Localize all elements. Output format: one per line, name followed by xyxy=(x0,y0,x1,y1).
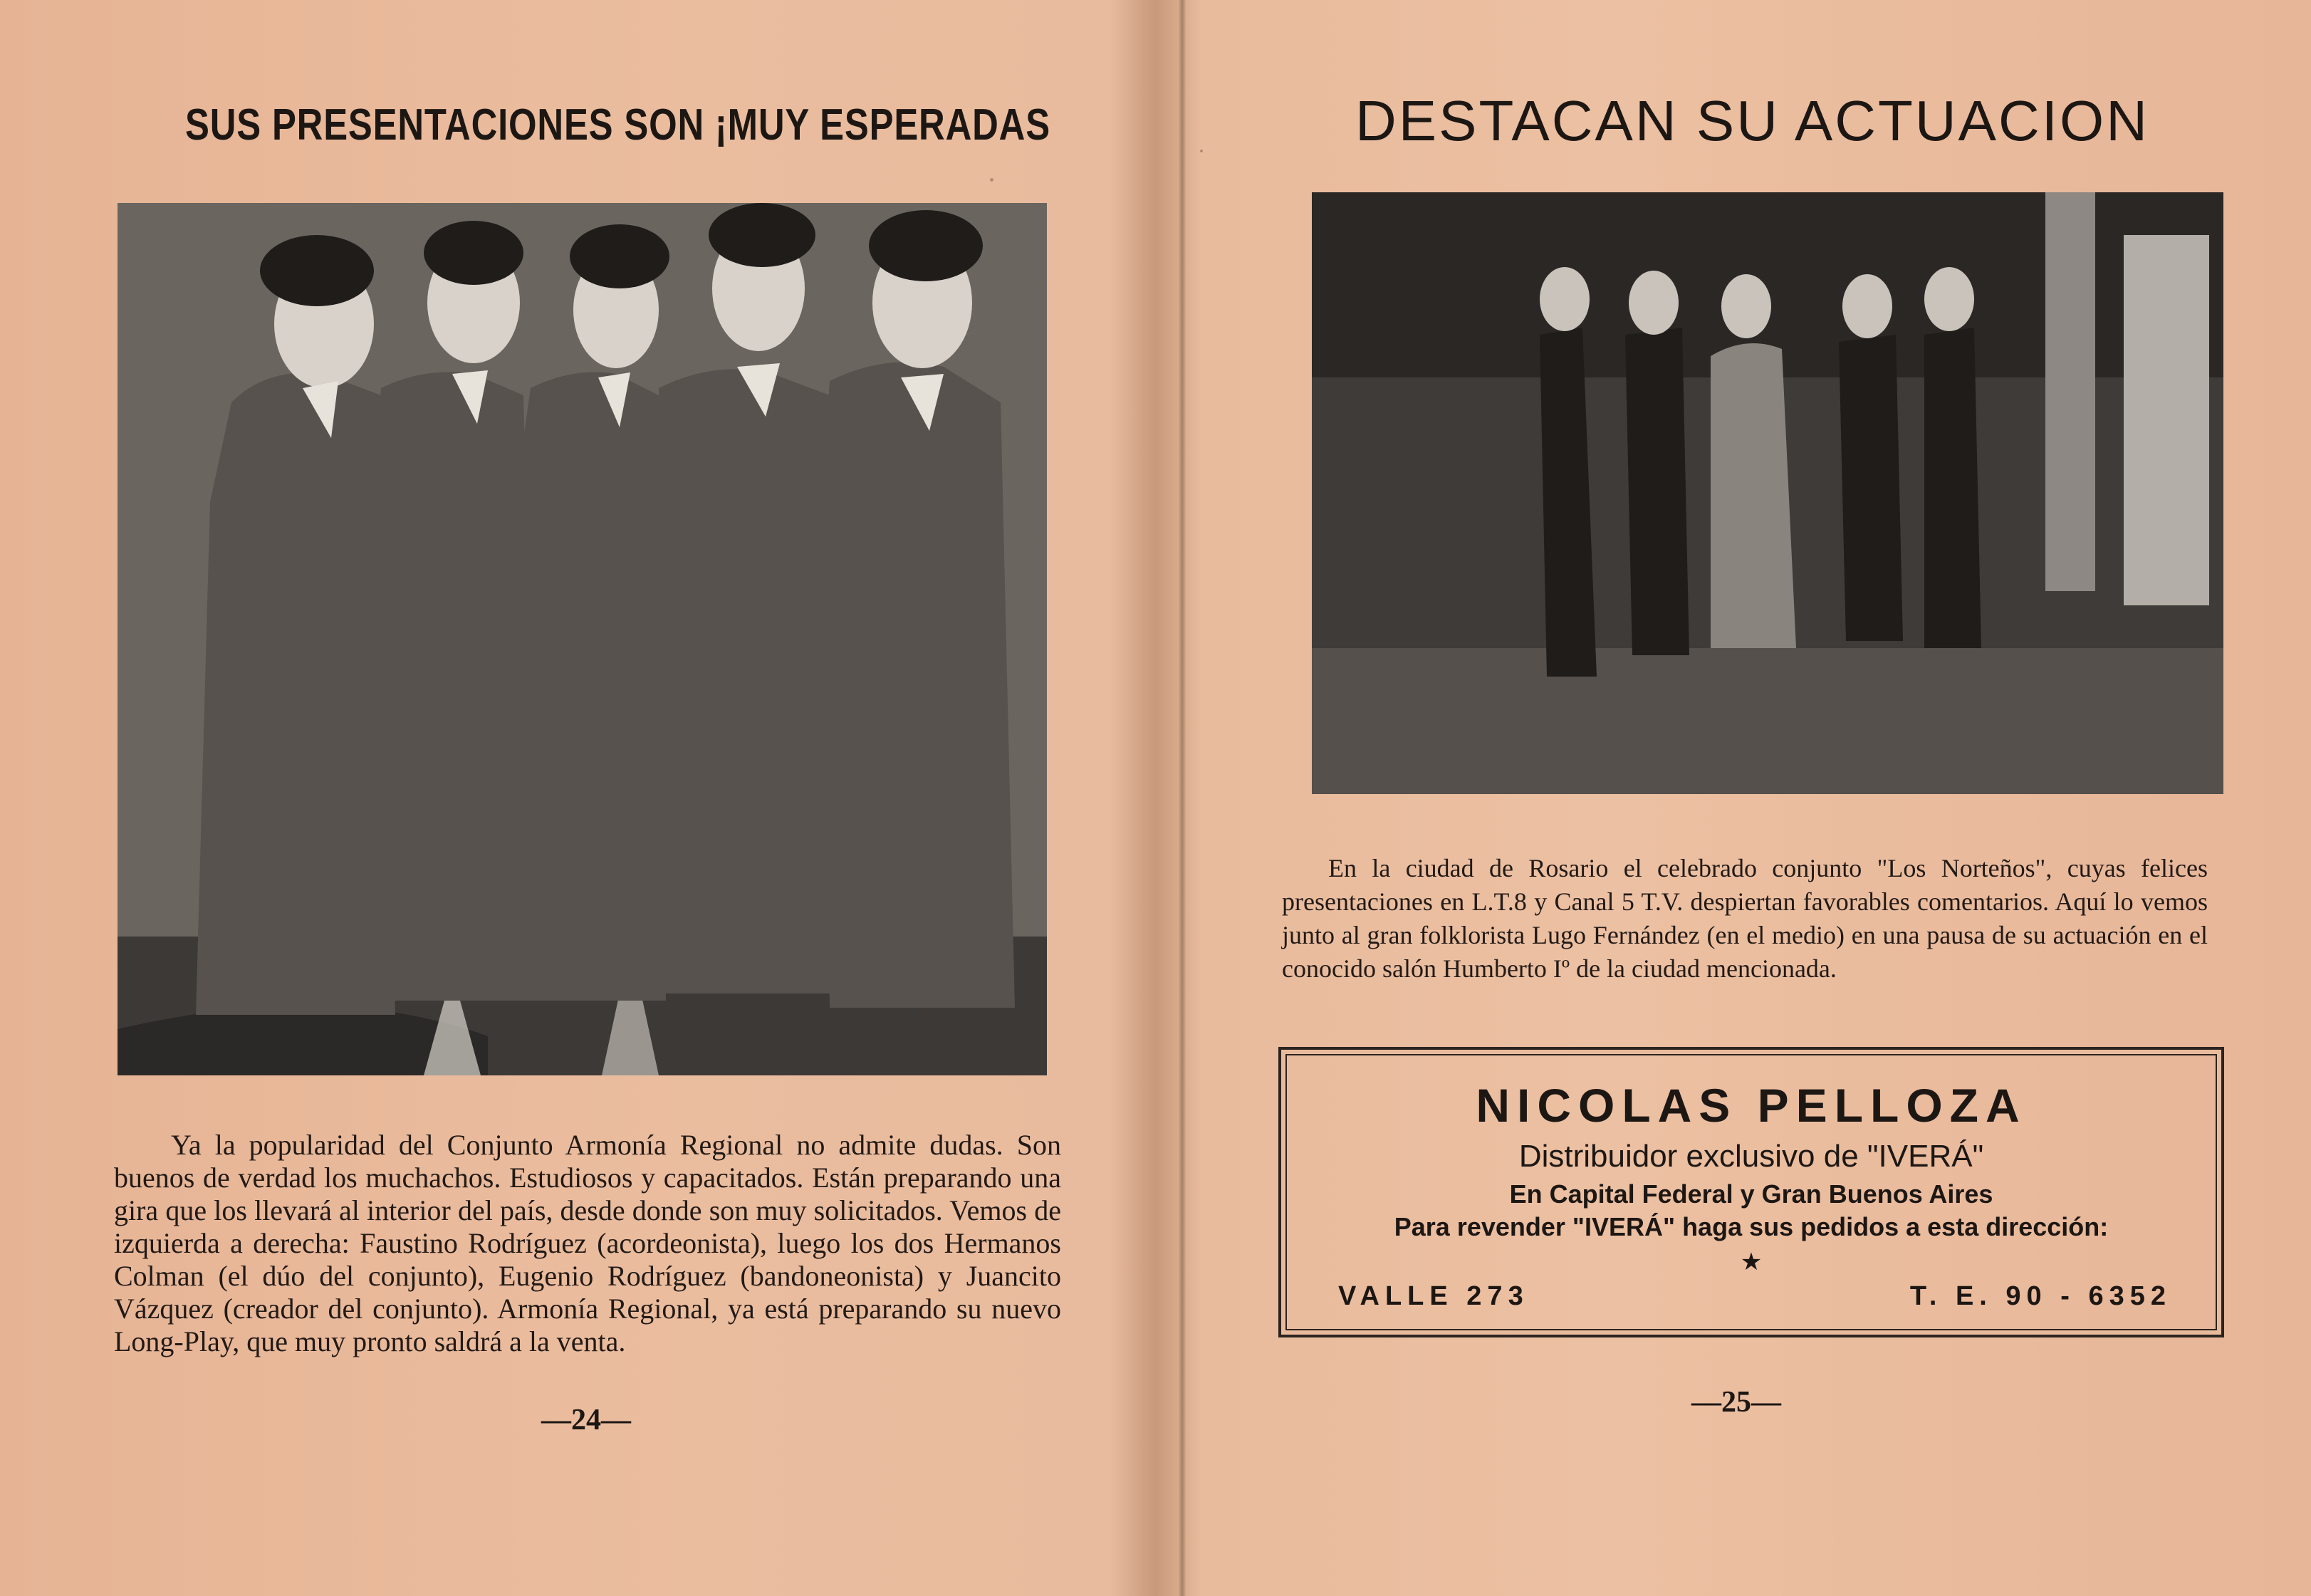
group-photo-armonia-regional xyxy=(118,203,1047,1075)
page-25-caption: En la ciudad de Rosario el celebrado conjunto "Los Norteños", cuyas felices presentaciones en L.T.8 y Canal 5 T.V. despiertan favorables comentarios. Aquí lo vemos junto al gran folklorista Lugo Fernández (en el medio) en una pausa de su actuación en el conocido salón Humberto Iº de la ciudad mencionada. xyxy=(1282,854,2208,983)
page-24-headline: SUS PRESENTACIONES SON ¡MUY ESPERADAS xyxy=(185,100,1050,150)
page-25-headline: DESTACAN SU ACTUACION xyxy=(1355,89,2149,152)
star-icon: ★ xyxy=(1740,1248,1763,1276)
page-number-25: —25— xyxy=(1691,1386,1781,1419)
paper-speck xyxy=(1200,150,1203,152)
ad-address: VALLE 273 xyxy=(1338,1281,1529,1311)
page-25 xyxy=(1186,0,2311,1596)
ad-phone: T. E. 90 - 6352 xyxy=(1909,1281,2171,1311)
book-gutter xyxy=(1179,0,1186,1596)
ad-order-line: Para revender "IVERÁ" haga sus pedidos a esta dirección: xyxy=(1394,1212,2109,1241)
ad-region-line: En Capital Federal y Gran Buenos Aires xyxy=(1509,1179,1993,1209)
paper-speck xyxy=(990,178,993,182)
ad-business-name: NICOLAS PELLOZA xyxy=(1476,1079,2027,1132)
advertisement-box xyxy=(1278,1047,2224,1337)
page-24-caption: Ya la popularidad del Conjunto Armonía Regional no admite dudas. Son buenos de verdad los muchachos. Estudiosos y capacitados. Están preparando una gira que los llevará al interior del país, desde donde son muy solicitados. Vemos de izquierda a derecha: Faustino Rodríguez (acordeonista), luego los dos Hermanos Colman (el dúo del conjunto), Eugenio Rodríguez (bandoneonista) y Juancito Vázquez (creador del conjunto). Armonía Regional, ya está preparando su nuevo Long-Play, que muy pronto saldrá a la venta. xyxy=(114,1129,1061,1357)
group-photo-los-nortenos xyxy=(1312,192,2223,794)
page-number-24: —24— xyxy=(541,1404,631,1436)
ad-distributor-line: Distribuidor exclusivo de "IVERÁ" xyxy=(1518,1139,1984,1174)
paper-speck xyxy=(922,1011,927,1016)
